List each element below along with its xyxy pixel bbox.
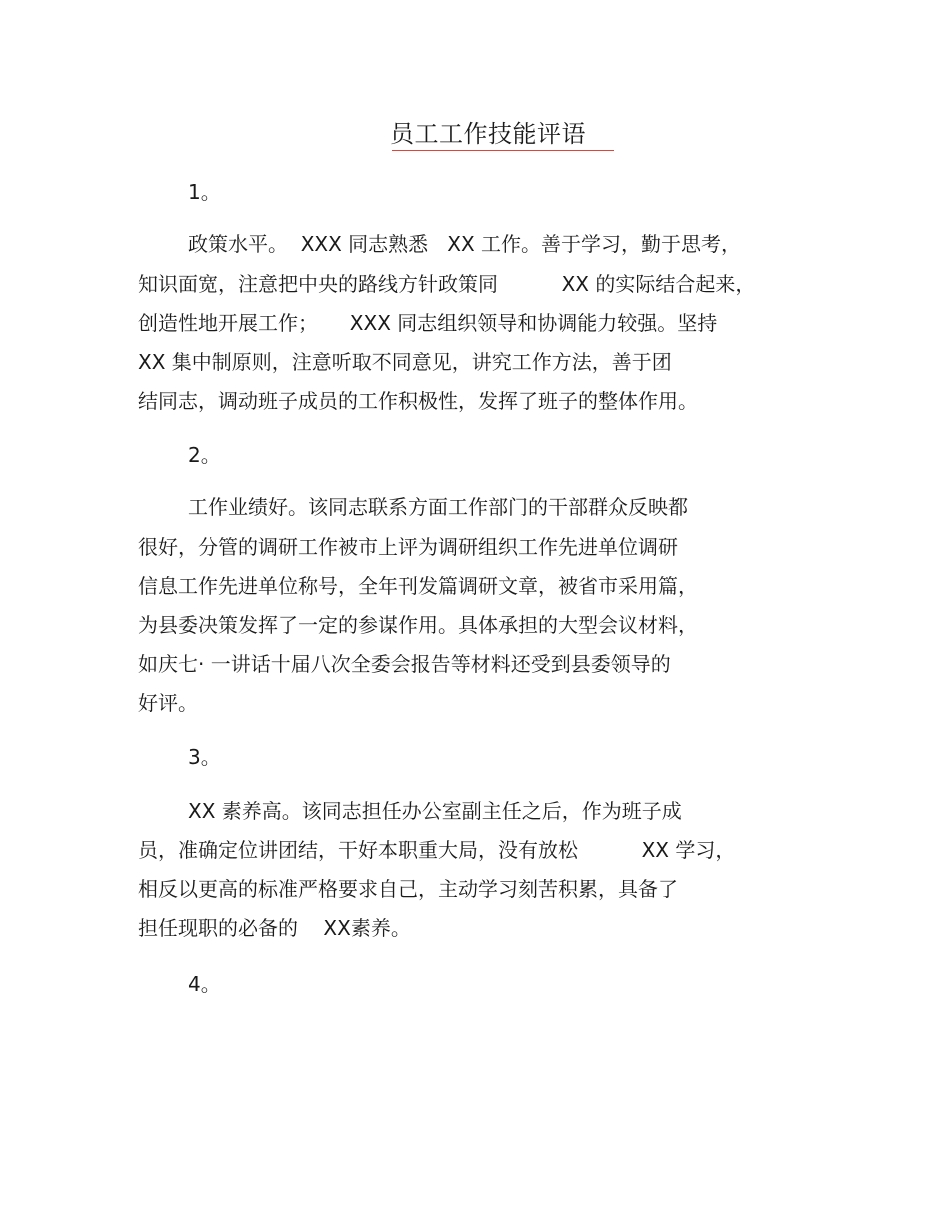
paragraph-line: XX 集中制原则，注意听取不同意见，讲究工作方法，善于团: [138, 350, 672, 374]
paragraph-line: 创造性地开展工作； XXX 同志组织领导和协调能力较强。坚持: [138, 311, 718, 335]
paragraph-line: 相反以更高的标准严格要求自己，主动学习刻苦积累，具备了: [138, 877, 678, 901]
paragraph-line: 信息工作先进单位称号，全年刊发篇调研文章，被省市采用篇，: [138, 574, 698, 598]
section-number: 3。: [188, 745, 221, 769]
paragraph-line: XX 素养高。该同志担任办公室副主任之后，作为班子成: [188, 799, 682, 823]
paragraph-line: 很好，分管的调研工作被市上评为调研组织工作先进单位调研: [138, 535, 678, 559]
paragraph-line: 如庆七· 一讲话十届八次全委会报告等材料还受到县委领导的: [138, 652, 671, 676]
section-number: 4。: [188, 972, 221, 996]
paragraph-line: 担任现职的必备的 XX素养。: [138, 916, 411, 940]
paragraph-line: 员，准确定位讲团结，干好本职重大局，没有放松 XX 学习，: [138, 838, 736, 862]
title-underline: [392, 150, 614, 151]
paragraph-line: 知识面宽，注意把中央的路线方针政策同 XX 的实际结合起来，: [138, 272, 756, 296]
section-number: 2。: [188, 443, 221, 467]
paragraph-line: 政策水平。 XXX 同志熟悉 XX 工作。善于学习，勤于思考，: [188, 232, 742, 256]
paragraph-line: 好评。: [138, 691, 198, 715]
section-number: 1。: [188, 180, 221, 204]
paragraph-line: 为县委决策发挥了一定的参谋作用。具体承担的大型会议材料，: [138, 613, 698, 637]
paragraph-line: 工作业绩好。该同志联系方面工作部门的干部群众反映都: [188, 495, 688, 519]
paragraph-line: 结同志，调动班子成员的工作积极性，发挥了班子的整体作用。: [138, 389, 698, 413]
document-title: 员工工作技能评语: [390, 120, 586, 148]
